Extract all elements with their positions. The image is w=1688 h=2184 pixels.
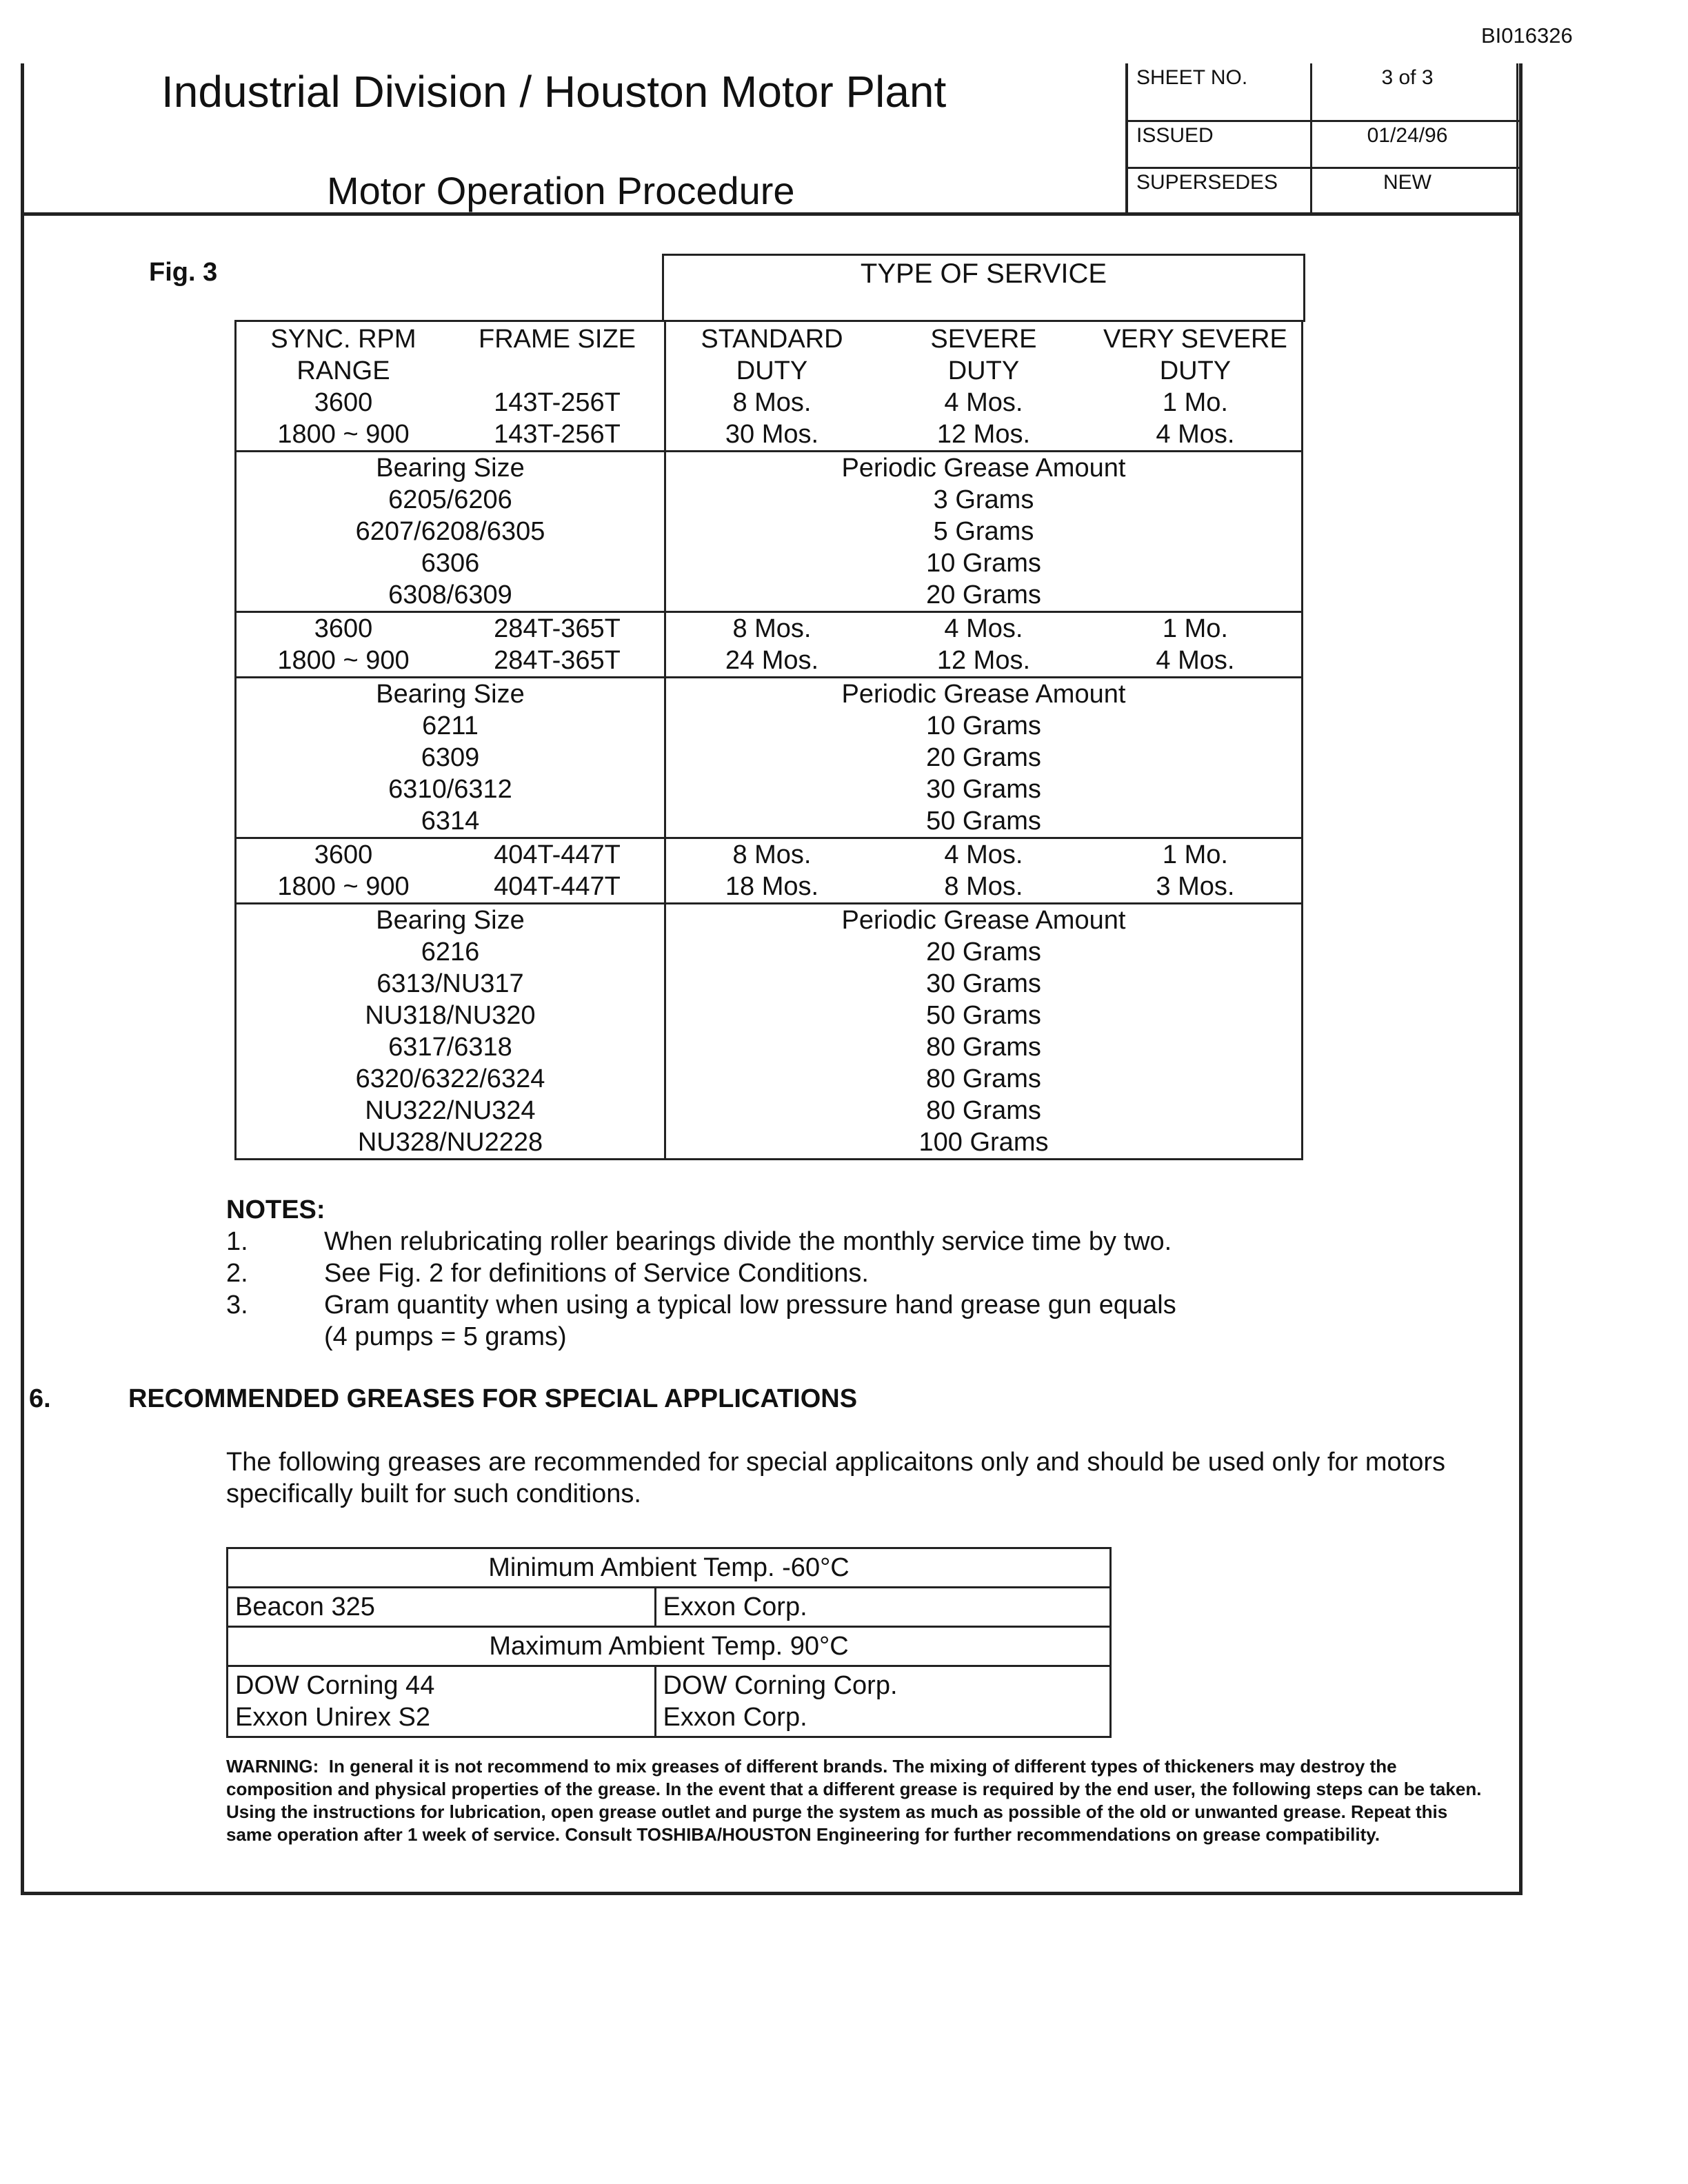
very-severe-cell: 1 Mo. [1162, 614, 1228, 643]
bearing-size-label: Bearing Size [376, 906, 525, 935]
severe-cell: 12 Mos. [936, 646, 1031, 675]
min-temp-label: Minimum Ambient Temp. -60°C [228, 1548, 1111, 1588]
grease-amount: 20 Grams [926, 580, 1041, 609]
col-sync-rpm: SYNC. RPM [270, 325, 416, 354]
bearing-size: 6205/6206 [388, 485, 512, 514]
paragraph-line: The following greases are recommended for special applicaitons only and should be used only for motors [226, 1448, 1445, 1477]
grease-maker: Exxon Corp. [655, 1588, 1110, 1627]
note-text: Gram quantity when using a typical low pressure hand grease gun equals [324, 1291, 1176, 1320]
bearing-size: 6309 [421, 743, 480, 772]
bearing-size: 6207/6208/6305 [355, 517, 545, 546]
header-right-cell [665, 321, 1303, 387]
grease-amount-label: Periodic Grease Amount [841, 906, 1126, 935]
standard-cell: 8 Mos. [732, 388, 812, 417]
rpm-cell: 3600 [314, 614, 373, 643]
grease-amount: 3 Grams [933, 485, 1034, 514]
grease-interval-table [234, 320, 1303, 1160]
rpm-cell: 1800 ~ 900 [277, 646, 410, 675]
note-text: See Fig. 2 for definitions of Service Conditions. [324, 1259, 869, 1288]
grease-amount: 20 Grams [926, 743, 1041, 772]
grease-amount: 5 Grams [933, 517, 1034, 546]
very-severe-cell: 1 Mo. [1162, 840, 1228, 869]
severe-cell: 12 Mos. [936, 420, 1031, 449]
paragraph-line: specifically built for such conditions. [226, 1479, 641, 1508]
standard-cell: 18 Mos. [725, 872, 819, 901]
division-title: Industrial Division / Houston Motor Plant [161, 67, 947, 117]
notes-heading: NOTES: [226, 1195, 325, 1224]
bearing-rows-group-2 [236, 678, 1303, 838]
sheet-no-value: 3 of 3 [1381, 66, 1434, 89]
bearing-rows-group-3 [236, 904, 1303, 1160]
very-severe-cell: 1 Mo. [1162, 388, 1228, 417]
warning-label: WARNING: [226, 1756, 319, 1777]
col-sync-rpm-2: RANGE [297, 356, 390, 385]
section-title: RECOMMENDED GREASES FOR SPECIAL APPLICATIONS [128, 1384, 858, 1413]
issued-label: ISSUED [1136, 124, 1214, 147]
type-of-service-header [662, 254, 1305, 322]
warning-text: In general it is not recommend to mix greases of different brands. The mixing of different types of thickeners may destroy the composition and physical properties of the grease. In the event that a different grease is required by the end user, the following steps can be taken. Using the instructions for lubrication, open grease outlet and purge the system as much as possible of the old or unwanted grease. Repeat this same operation after 1 week of service. Consult TOSHIBA/HOUSTON Engineering for further recommendations on grease compatibility. [226, 1756, 1482, 1845]
sheet-info-box [1125, 63, 1522, 212]
note-text: When relubricating roller bearings divide the monthly service time by two. [324, 1227, 1172, 1256]
severe-cell: 4 Mos. [944, 614, 1023, 643]
interval-rows-group-1 [236, 387, 1303, 452]
grease-amount-label: Periodic Grease Amount [841, 454, 1126, 483]
frame-cell: 404T-447T [494, 840, 621, 869]
very-severe-cell: 3 Mos. [1156, 872, 1235, 901]
bearing-size: NU328/NU2228 [357, 1128, 543, 1157]
standard-cell: 30 Mos. [725, 420, 819, 449]
table-header-row [236, 321, 1303, 387]
grease-amount: 10 Grams [926, 549, 1041, 578]
standard-cell: 24 Mos. [725, 646, 819, 675]
grease-maker: DOW Corning Corp. [663, 1671, 898, 1700]
col-standard: STANDARD [701, 325, 843, 354]
grease-name: Beacon 325 [228, 1588, 656, 1627]
col-very-severe: VERY SEVERE [1103, 325, 1287, 354]
col-very-severe-2: DUTY [1159, 356, 1232, 385]
section-number: 6. [29, 1384, 51, 1413]
severe-cell: 4 Mos. [944, 388, 1023, 417]
bearing-size: 6308/6309 [388, 580, 512, 609]
grease-maker-cell [655, 1666, 1110, 1737]
grease-name-cell [228, 1666, 656, 1737]
grease-name: DOW Corning 44 [235, 1671, 435, 1700]
interval-rows-group-3 [236, 838, 1303, 904]
header-left-cell [236, 321, 665, 387]
bearing-size: 6306 [421, 549, 480, 578]
special-greases-table [226, 1547, 1112, 1738]
issued-value: 01/24/96 [1367, 124, 1448, 147]
grease-amount: 80 Grams [926, 1096, 1041, 1125]
supersedes-value: NEW [1383, 171, 1431, 194]
document-id: BI016326 [1481, 23, 1573, 48]
supersedes-row [1128, 168, 1522, 212]
rpm-cell: 1800 ~ 900 [277, 872, 410, 901]
table-row [228, 1548, 1111, 1588]
grease-amount: 100 Grams [918, 1128, 1049, 1157]
note-number: 1. [226, 1227, 248, 1256]
bearing-size: 6313/NU317 [376, 969, 524, 998]
col-severe-2: DUTY [947, 356, 1020, 385]
grease-amount-label: Periodic Grease Amount [841, 680, 1126, 709]
warning-block [226, 1755, 1496, 1846]
table-row [228, 1627, 1111, 1666]
rpm-cell: 3600 [314, 388, 373, 417]
bearing-rows-group-1 [236, 452, 1303, 612]
grease-amount: 30 Grams [926, 775, 1041, 804]
rpm-cell: 1800 ~ 900 [277, 420, 410, 449]
frame-cell: 284T-365T [494, 646, 621, 675]
grease-name: Exxon Unirex S2 [235, 1703, 431, 1732]
grease-amount: 80 Grams [926, 1033, 1041, 1062]
col-severe: SEVERE [930, 325, 1037, 354]
type-of-service-label: TYPE OF SERVICE [860, 259, 1107, 289]
bearing-size-label: Bearing Size [376, 454, 525, 483]
grease-amount: 50 Grams [926, 1001, 1041, 1030]
frame-cell: 143T-256T [494, 420, 621, 449]
grease-amount: 80 Grams [926, 1064, 1041, 1093]
very-severe-cell: 4 Mos. [1156, 646, 1235, 675]
bearing-size: 6211 [422, 711, 479, 740]
bearing-size-label: Bearing Size [376, 680, 525, 709]
col-standard-2: DUTY [736, 356, 808, 385]
bearing-size: NU318/NU320 [365, 1001, 536, 1030]
note-text-continued: (4 pumps = 5 grams) [324, 1322, 567, 1351]
severe-cell: 4 Mos. [944, 840, 1023, 869]
sheet-no-label: SHEET NO. [1136, 66, 1248, 89]
grease-amount: 20 Grams [926, 938, 1041, 967]
grease-amount: 30 Grams [926, 969, 1041, 998]
note-number: 3. [226, 1291, 248, 1320]
supersedes-label: SUPERSEDES [1136, 171, 1278, 194]
note-number: 2. [226, 1259, 248, 1288]
col-frame-size: FRAME SIZE [478, 325, 636, 354]
bearing-size: NU322/NU324 [365, 1096, 536, 1125]
grease-amount: 50 Grams [926, 807, 1041, 836]
bearing-size: 6216 [421, 938, 480, 967]
table-row [228, 1588, 1111, 1627]
interval-rows-group-2 [236, 612, 1303, 678]
standard-cell: 8 Mos. [732, 614, 812, 643]
bearing-size: 6310/6312 [388, 775, 512, 804]
sheet-no-row [1128, 63, 1522, 120]
figure-label: Fig. 3 [149, 258, 218, 287]
grease-maker: Exxon Corp. [663, 1703, 807, 1732]
grease-amount: 10 Grams [926, 711, 1041, 740]
rpm-cell: 3600 [314, 840, 373, 869]
bearing-size: 6320/6322/6324 [355, 1064, 545, 1093]
table-row [228, 1666, 1111, 1737]
issued-row [1128, 121, 1522, 167]
procedure-title: Motor Operation Procedure [327, 169, 795, 212]
max-temp-label: Maximum Ambient Temp. 90°C [228, 1627, 1111, 1666]
frame-cell: 143T-256T [494, 388, 621, 417]
frame-cell: 284T-365T [494, 614, 621, 643]
bearing-size: 6314 [421, 807, 480, 836]
severe-cell: 8 Mos. [944, 872, 1023, 901]
section-paragraph [226, 1446, 1509, 1510]
standard-cell: 8 Mos. [732, 840, 812, 869]
frame-cell: 404T-447T [494, 872, 621, 901]
very-severe-cell: 4 Mos. [1156, 420, 1235, 449]
bearing-size: 6317/6318 [388, 1033, 512, 1062]
